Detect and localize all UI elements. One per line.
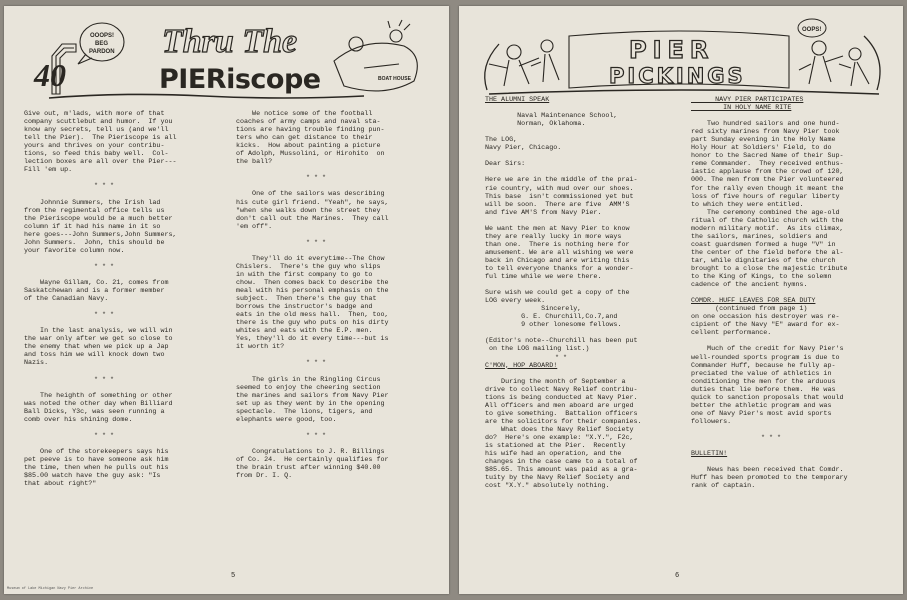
- text-line: One of the sailors was describing: [236, 190, 385, 199]
- text-line: Norman, Oklahoma.: [485, 120, 586, 129]
- blank-line: [236, 440, 441, 448]
- text-line: Huff has been promoted to the temporary: [691, 474, 848, 483]
- text-line: ful time while we were there.: [485, 273, 602, 282]
- text-line: "when she walks down the street they: [236, 206, 381, 215]
- text-line: your favorite column now.: [24, 246, 125, 255]
- text-line: seemed to enjoy the cheering section: [236, 383, 381, 392]
- text-line: * * *: [761, 433, 782, 442]
- text-line: Johnnie Summers, the Irish lad: [24, 198, 161, 207]
- blank-line: [24, 384, 229, 392]
- blank-line: [485, 370, 691, 378]
- text-line: cipient of the Navy "E" award for ex-: [691, 321, 840, 330]
- text-line: well-rounded sports program is due to: [691, 353, 840, 362]
- right-column-2: [691, 96, 899, 490]
- text-line: Dear Sirs:: [485, 160, 526, 169]
- text-line: modern military motif. As its climax,: [691, 224, 844, 233]
- text-line: to give something. Battalion officers: [485, 409, 638, 418]
- text-line: the time, then when he pulls out his: [24, 464, 169, 473]
- text-line: drive to collect Navy Relief contribu-: [485, 385, 638, 394]
- text-line: set up as they went by in the opening: [236, 399, 385, 408]
- text-line: Holy Hour at Soldiers' Field, to do: [691, 144, 832, 153]
- text-line: * * *: [94, 431, 115, 440]
- blank-line: [24, 440, 229, 448]
- text-line: from Dr. I. Q.: [236, 472, 293, 481]
- text-line: to the King of Kings, to the solemn: [691, 273, 832, 282]
- text-line: All officers and men aboard are urged: [485, 401, 634, 410]
- pieriscope-masthead: [4, 6, 449, 101]
- text-line: * * *: [306, 431, 327, 440]
- text-line: Sure wish we could get a copy of the: [485, 289, 630, 298]
- blank-line: [485, 217, 691, 225]
- text-line: of Adolph, Mussolini, or Hirohito on: [236, 150, 385, 159]
- text-line: rie country, with mud over our shoes.: [485, 184, 634, 193]
- text-line: COMDR. HUFF LEAVES FOR SEA DUTY: [691, 297, 816, 306]
- pier-pickings-masthead: [459, 6, 903, 101]
- text-line: on one occasion his destroyer was re-: [691, 313, 840, 322]
- text-line: amusement. We are all wishing we were: [485, 248, 634, 257]
- text-line: * * *: [94, 182, 115, 191]
- text-line: coaches of army camps and naval sta-: [236, 118, 381, 127]
- boat-label: BOAT HOUSE: [378, 76, 411, 82]
- text-line: loss of five hours of regular liberty: [691, 192, 840, 201]
- blank-line: [485, 281, 691, 289]
- page-number: 6: [675, 572, 680, 580]
- blank-line: [236, 247, 441, 255]
- text-line: Much of the credit for Navy Pier's: [691, 345, 844, 354]
- text-line: * * *: [94, 311, 115, 320]
- blank-line: [24, 303, 229, 311]
- text-line: We notice some of the football: [236, 110, 373, 118]
- text-line: Two hundred sailors and one hund-: [691, 120, 840, 129]
- text-line: What does the Navy Relief Society: [485, 425, 634, 434]
- text-line: the enemy that when we pick up a Jap: [24, 343, 169, 352]
- text-line: One of the storekeepers says his: [24, 447, 169, 456]
- bubble-line: OOPS!: [802, 27, 822, 33]
- text-line: Commander Huff, because he fully ap-: [691, 361, 836, 370]
- text-line: and five AM'S from Navy Pier.: [485, 208, 602, 217]
- text-line: tell the Pier). The Pieriscope is all: [24, 134, 177, 143]
- blank-line: [485, 128, 691, 136]
- blank-line: [236, 368, 441, 376]
- text-line: from the regimental office tells us: [24, 206, 165, 215]
- bubble-line: BEG: [95, 41, 109, 47]
- text-line: * * *: [306, 174, 327, 183]
- text-line: red sixty marines from Navy Pier took: [691, 128, 840, 137]
- text-line: don't call out the Marines. They call: [236, 214, 389, 223]
- blank-line: [691, 337, 899, 345]
- text-line: cellent performance.: [691, 329, 772, 338]
- text-line: conditioning the men for the arduous: [691, 377, 836, 386]
- blank-line: [236, 166, 441, 174]
- text-line: cost "X.Y." absolutely nothing.: [485, 482, 610, 491]
- blank-line: [485, 329, 691, 337]
- text-line: tions, so feed this baby well. Col-: [24, 150, 169, 159]
- text-line: changes in the case came to a total of: [485, 458, 638, 467]
- blank-line: [24, 174, 229, 182]
- text-line: of the Canadian Navy.: [24, 295, 109, 304]
- text-line: 'em off".: [236, 222, 273, 231]
- text-line: ters who can get distance to their: [236, 134, 373, 143]
- text-line: 000. The men from the Pier volunteered: [691, 176, 844, 185]
- text-line: THE ALUMNI SPEAK: [485, 96, 550, 104]
- text-line: The ceremony combined the age-old: [691, 208, 840, 217]
- text-line: * * *: [94, 262, 115, 271]
- text-line: Yes, they'll do it every time---but is: [236, 335, 389, 344]
- blank-line: [236, 182, 441, 190]
- text-line: * * *: [94, 375, 115, 384]
- text-line: subject. Then there's the guy that: [236, 295, 377, 304]
- text-line: to tell everyone thanks for a wonder-: [485, 264, 634, 273]
- text-line: followers.: [691, 417, 732, 426]
- text-line: Wayne Gillam, Co. 21, comes from: [24, 278, 169, 287]
- text-line: there is the guy who puts on his dirty: [236, 319, 389, 328]
- text-line: * *: [555, 353, 568, 362]
- text-line: rank of captain.: [691, 482, 756, 491]
- text-line: IN HOLY NAME RITE: [691, 104, 792, 113]
- text-line: know any secrets, tell us (and we'll: [24, 126, 169, 135]
- text-line: than one. There is nothing here for: [485, 240, 630, 249]
- blank-line: [691, 112, 899, 120]
- text-line: kicks. How about painting a picture: [236, 142, 381, 151]
- text-line: they are really lucky in more ways: [485, 232, 622, 241]
- text-line: of Co. 24. He certainly qualifies for: [236, 456, 389, 465]
- text-line: coast guardsmen formed a huge "V" in: [691, 240, 836, 249]
- text-line: on the LOG mailing list.): [485, 345, 590, 354]
- text-line: iastic applause from the crowd of 120,: [691, 168, 844, 177]
- text-line: Saskatchewan and is a former member: [24, 287, 165, 296]
- text-line: Give out, m'lads, with more of that: [24, 110, 165, 118]
- text-line: Chislers. There's the guy who slips: [236, 262, 381, 271]
- text-line: duties that lie before them. He was: [691, 385, 836, 394]
- text-line: here goes---John Summers,John Summers,: [24, 230, 177, 239]
- text-line: whites and eats with the E.P. men.: [236, 327, 373, 336]
- text-line: tions is being conducted at Navy Pier.: [485, 393, 638, 402]
- left-column-1: [24, 110, 229, 488]
- text-line: his cute girl friend. "Yeah", he says,: [236, 198, 389, 207]
- text-line: * * *: [306, 359, 327, 368]
- text-line: * * *: [306, 238, 327, 247]
- text-line: reme Commander. They received enthus-: [691, 160, 844, 169]
- text-line: spectacle. The lions, tigers, and: [236, 407, 373, 416]
- masthead-40-mark: 40: [34, 57, 66, 93]
- blank-line: [24, 424, 229, 432]
- blank-line: [24, 271, 229, 279]
- text-line: the marines and sailors from Navy Pier: [236, 391, 389, 400]
- page-number: 5: [231, 572, 236, 580]
- text-line: ritual of the Catholic church with the: [691, 216, 844, 225]
- text-line: pet peeve is to have someone ask him: [24, 456, 169, 465]
- text-line: back in Chicago and are writing this: [485, 256, 630, 265]
- text-line: cadence of the ancient hymns.: [691, 281, 808, 290]
- text-line: John Summers. John, this should be: [24, 238, 165, 247]
- blank-line: [236, 231, 441, 239]
- text-line: Fill 'em up.: [24, 166, 73, 175]
- text-line: G. E. Churchill,Co.7,and: [485, 313, 618, 322]
- text-line: the ball?: [236, 158, 273, 167]
- text-line: are the solicitors for their companies.: [485, 417, 642, 426]
- text-line: We want the men at Navy Pier to know: [485, 224, 630, 233]
- text-line: to which they were entitled.: [691, 200, 804, 209]
- masthead-title-script: Thru The: [162, 23, 298, 60]
- right-column-1: [485, 96, 691, 490]
- text-line: lection boxes are all over the Pier---: [24, 158, 177, 167]
- text-line: and toss him we will knock down two: [24, 351, 165, 360]
- text-line: Navy Pier, Chicago.: [485, 144, 562, 153]
- text-line: better the athletic program and was: [691, 401, 832, 410]
- blank-line: [236, 424, 441, 432]
- text-line: yours and thrives on your contribu-: [24, 142, 165, 151]
- text-line: Naval Maintenance School,: [485, 112, 618, 121]
- left-page: [4, 6, 449, 594]
- text-line: 9 other lonesome fellows.: [485, 321, 622, 330]
- text-line: Nazis.: [24, 359, 49, 368]
- text-line: the Pieriscope would be a much better: [24, 214, 173, 223]
- blank-line: [24, 368, 229, 376]
- right-page: [459, 6, 903, 594]
- text-line: the center of the field before the al-: [691, 248, 844, 257]
- text-line: BULLETIN!: [691, 450, 728, 459]
- text-line: part Sunday evening in the Holy Name: [691, 136, 836, 145]
- blank-line: [691, 458, 899, 466]
- text-line: quick to sanction proposals that would: [691, 393, 844, 402]
- blank-line: [24, 255, 229, 263]
- blank-line: [485, 104, 691, 112]
- text-line: During the month of September a: [485, 377, 626, 386]
- text-line: NAVY PIER PARTICIPATES: [691, 96, 804, 104]
- blank-line: [485, 152, 691, 160]
- text-line: his wife had an operation, and the: [485, 450, 622, 459]
- text-line: it worth it?: [236, 343, 285, 352]
- text-line: preciated the value of athletics in: [691, 369, 832, 378]
- masthead-title-main: PIERiscope: [159, 64, 321, 95]
- blank-line: [485, 168, 691, 176]
- bubble-line: PARDON: [89, 49, 115, 55]
- text-line: for the rally even though it meant the: [691, 184, 844, 193]
- text-line: tions are having trouble finding pun-: [236, 126, 385, 135]
- text-line: company scuttlebut and humor. If you: [24, 118, 173, 127]
- text-line: LOG every week.: [485, 297, 546, 306]
- text-line: brought to a close the majestic tribute: [691, 264, 848, 273]
- left-column-2: [236, 110, 441, 480]
- masthead-title-line2: PICKINGS: [609, 64, 746, 88]
- blank-line: [691, 426, 899, 434]
- text-line: (Editor's note--Churchill has been put: [485, 337, 638, 346]
- blank-line: [24, 190, 229, 198]
- text-line: eats in the old mess hall. Then, too,: [236, 311, 389, 320]
- text-line: comb over his shining dome.: [24, 415, 133, 424]
- text-line: that about right?": [24, 480, 97, 489]
- text-line: the war only after we get so close to: [24, 335, 173, 344]
- archive-credit: Museum of Lake Michigan Navy Pier Archive: [7, 587, 94, 591]
- text-line: borrows the instructor's badge and: [236, 303, 373, 312]
- text-line: elephants were good, too.: [236, 415, 337, 424]
- text-line: The girls in the Ringling Circus: [236, 375, 381, 384]
- text-line: in with the first company to go to: [236, 270, 373, 279]
- text-line: honor to the Sacred Name of their Sup-: [691, 152, 844, 161]
- text-line: In the last analysis, we will win: [24, 327, 173, 336]
- bubble-line: OOOPS!: [90, 33, 115, 39]
- text-line: (continued from page 1): [691, 305, 808, 314]
- blank-line: [24, 319, 229, 327]
- text-line: They'll do it everytime--The Chow: [236, 254, 385, 263]
- text-line: Ball Dicks, Y3c, was seen running a: [24, 407, 165, 416]
- text-line: chow. Then comes back to describe the: [236, 278, 389, 287]
- text-line: Sincerely,: [485, 305, 582, 314]
- text-line: one of Navy Pier's most avid sports: [691, 409, 832, 418]
- blank-line: [691, 289, 899, 297]
- text-line: meal with his personal emphasis on the: [236, 287, 389, 296]
- text-line: $85.00 watch have the guy ask: "Is: [24, 472, 161, 481]
- text-line: will be soon. There are five AMM'S: [485, 200, 630, 209]
- sailor-drawing: [812, 41, 826, 55]
- text-line: Congratulations to J. R. Billings: [236, 447, 385, 456]
- text-line: the brain trust after winning $40.00: [236, 464, 381, 473]
- text-line: This base isn't commissioned yet but: [485, 192, 634, 201]
- text-line: $85.65. This amount was paid as a gra-: [485, 466, 638, 475]
- blank-line: [236, 351, 441, 359]
- text-line: do? Here's one example: "X.Y.", F2c,: [485, 433, 634, 442]
- blank-line: [691, 442, 899, 450]
- text-line: tar, while dignitaries of the church: [691, 256, 836, 265]
- text-line: Here we are in the middle of the prai-: [485, 176, 638, 185]
- text-line: is stationed at the Pier. Recently: [485, 442, 626, 451]
- text-line: was noted the other day when Billiard: [24, 399, 173, 408]
- text-line: tuity by the Navy Relief Society and: [485, 474, 630, 483]
- text-line: News has been received that Comdr.: [691, 466, 844, 475]
- text-line: The LOG,: [485, 136, 518, 145]
- text-line: column if it had his name in it so: [24, 222, 161, 231]
- text-line: C'MON, HOP ABOARD!: [485, 361, 558, 370]
- text-line: The heighth of something or other: [24, 391, 173, 400]
- sailor-drawing: [507, 45, 521, 59]
- text-line: the sailors, marines, soldiers and: [691, 232, 828, 241]
- masthead-title-line1: PIER: [629, 36, 715, 64]
